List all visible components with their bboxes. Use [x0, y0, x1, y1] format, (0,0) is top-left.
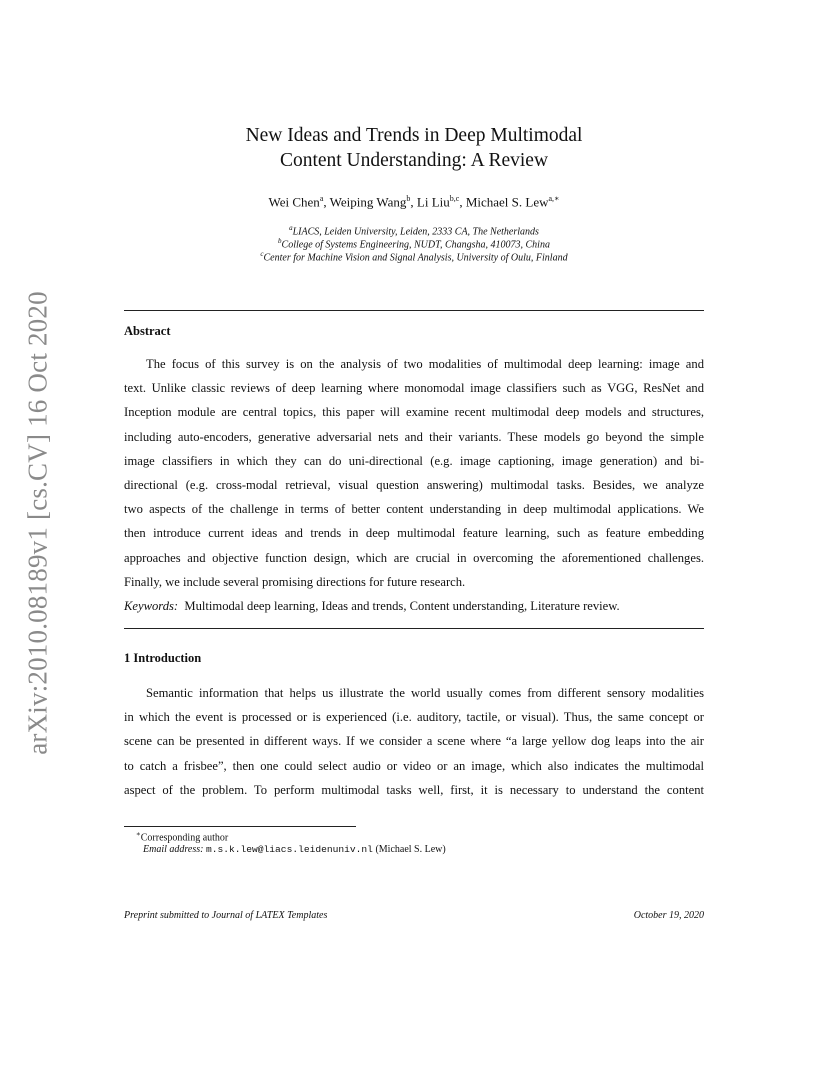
abstract-line: approaches and objective function design, which are crucial in overcoming the aforementioned challenges.: [124, 550, 704, 565]
author-affiliation-mark: b: [406, 194, 411, 203]
affiliation-c: [0, 250, 828, 263]
abstract-line: text. Unlike classic reviews of deep learning where monomodal image classifiers such as VGG, ResNet and: [124, 381, 704, 396]
email-owner: (Michael S. Lew): [375, 844, 446, 855]
introduction-line: in which the event is processed or is experienced (i.e. auditory, tactile, or visual). Thus, the same concept or: [124, 710, 704, 725]
author-name: Li Liu: [416, 194, 450, 210]
introduction-line: Semantic information that helps us illustrate the world usually comes from different sensory modalities: [146, 686, 704, 700]
affiliation-mark: a: [289, 224, 293, 232]
author-affiliation-mark: a: [319, 194, 324, 203]
footer-preprint-note: Preprint submitted to Journal of LATEX Templates: [124, 910, 328, 921]
abstract-line: including auto-encoders, generative adversarial nets and their variants. These models go beyond the simple: [124, 429, 704, 444]
affiliation-mark: b: [278, 237, 282, 245]
keywords: [124, 594, 704, 618]
footnote-corresponding: [136, 830, 228, 843]
keywords-text: Multimodal deep learning, Ideas and trends, Content understanding, Literature review.: [184, 599, 620, 613]
footnote-mark: ∗: [136, 830, 141, 838]
introduction-body: [124, 681, 704, 802]
abstract-bottom-rule: [124, 628, 704, 629]
footnote-corresponding-text: Corresponding author: [140, 832, 229, 844]
affiliation-text: Center for Machine Vision and Signal Analysis, University of Oulu, Finland: [263, 252, 568, 264]
abstract-line: Inception module are central topics, this paper will examine recent multimodal deep models and structures,: [124, 405, 704, 420]
footnote-email: [143, 844, 446, 855]
abstract-line: directional (e.g. cross-modal retrieval, visual question answering) multimodal tasks. Besides, we analyze: [124, 478, 704, 493]
abstract-body: [124, 352, 704, 594]
affiliation-text: College of Systems Engineering, NUDT, Changsha, 410073, China: [281, 239, 550, 251]
abstract-top-rule: [124, 310, 704, 311]
footer-date: October 19, 2020: [633, 910, 704, 921]
author-list: Wei Chen$^a$, Weiping Wang$^b$, Li Liu$^{b,c}$, Michael S. Lew$^{a,∗}$: [268, 194, 560, 210]
introduction-line: to catch a frisbee”, then one could select audio or video or an image, which also indicates the multimodal: [124, 758, 704, 773]
author-affiliation-mark: b,c: [449, 194, 460, 203]
abstract-heading: Abstract: [124, 324, 171, 338]
email-address: m.s.k.lew@liacs.leidenuniv.nl: [205, 844, 373, 855]
arxiv-side-stamp: arXiv:2010.08189v1 [cs.CV] 16 Oct 2020: [22, 291, 53, 755]
paper-title-line-1: New Ideas and Trends in Deep Multimodal: [245, 125, 583, 146]
abstract-line: Finally, we include several promising directions for future research.: [124, 574, 466, 589]
paper-title-line-2: Content Understanding: A Review: [279, 150, 549, 171]
author-name: Wei Chen: [268, 194, 320, 210]
keywords-label: Keywords:: [124, 599, 179, 613]
footnote-rule: [124, 826, 356, 827]
introduction-line: scene can be presented in different ways. If we consider a scene where “a large yellow dog leaps into the air: [124, 734, 704, 749]
author-name: Michael S. Lew: [465, 194, 549, 210]
author-name: Weiping Wang: [329, 194, 407, 210]
abstract-line: The focus of this survey is on the analysis of two modalities of multimodal deep learning: image and: [146, 357, 704, 371]
affiliation-a: [0, 224, 828, 237]
affiliation-b: [0, 237, 828, 250]
introduction-line: aspect of the problem. To perform multimodal tasks well, first, it is necessary to understand the content: [124, 782, 704, 797]
affiliation-mark: c: [260, 250, 264, 258]
section-heading-introduction: 1 Introduction: [124, 651, 202, 665]
abstract-line: then introduce current ideas and trends in deep multimodal feature learning, such as feature embedding: [124, 526, 704, 541]
affiliation-text: LIACS, Leiden University, Leiden, 2333 CA, The Netherlands: [292, 226, 539, 238]
abstract-line: image classifiers in which they can do uni-directional (e.g. image captioning, image generation) and bi-: [124, 453, 704, 468]
email-label: Email address:: [143, 844, 204, 855]
abstract-line: two aspects of the challenge in terms of better content understanding in deep multimodal applications. We: [124, 502, 704, 517]
author-affiliation-mark: a,∗: [548, 194, 560, 203]
